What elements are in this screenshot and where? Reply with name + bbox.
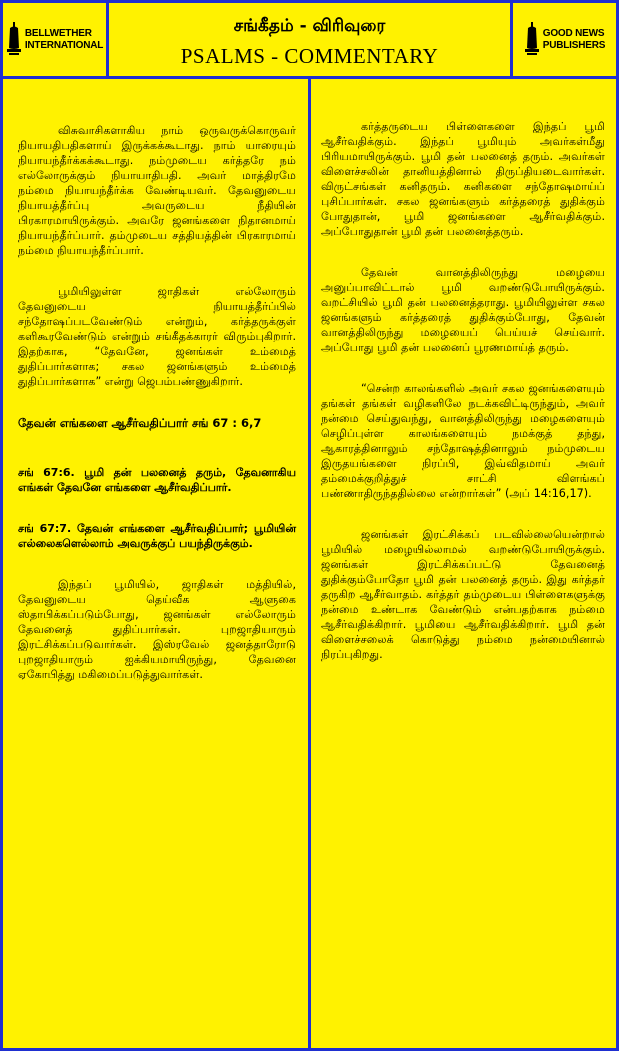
good-news-logo [513, 3, 616, 76]
section-heading: தேவன் எங்களை ஆசீர்வதிப்பார் சங் 67 : 6,7 [18, 416, 262, 430]
title-banner [109, 3, 510, 76]
right-column [311, 79, 616, 1048]
right-paragraph-1: கர்த்தருடைய பிள்ளைகளை இந்தப் பூமி ஆசீர்வதிக்கும். இந்தப் பூமியும் அவர்கள்மீது பிரியமாயிருக்கும். பூமி தன் பலனைத் தரும். அவர்கள் விளைச்சலின் தானியத்தினால் திருப்தியடைவார்கள். விருட்சங்கள் கனிதரும். கனிகளை சந்தோஷமாய்ப் புசிப்பார்கள். சகல ஜனங்களும் கர்த்தரைத் துதிக்கும் போதுதான், பூமி ஜனங்களை ஆசீர்வதிக்கும். அப்போதுதான் பூமி தன் பலனைத்தரும். [321, 120, 605, 238]
right-paragraph-4: ஜனங்கள் இரட்சிக்கப் படவில்லையென்றால் பூமியில் மழையில்லாமல் வறண்டுபோயிருக்கும். ஜனங்கள் இரட்சிக்கப்பட்டு தேவனைத் துதிக்கும்போதோ பூமி தன் பலனைத் தரும். இது கர்த்தர் தருகிற ஆசீர்வாதம். கர்த்தர் தம்முடைய பிள்ளைகளுக்கு நன்மை உண்டாக வேண்டும் என்பதற்காக நம்மை ஆசீர்வதிக்கிறார். பூமியை ஆசீர்வதிக்கிறார். பூமி தன் விளைச்சலைக் கொடுத்து நம்மை நன்மையினால் நிரப்புகிறது. [321, 528, 605, 661]
logo-left-line2: INTERNATIONAL [24, 39, 104, 51]
title-tamil: சங்கீதம் - விரிவுரை [233, 16, 386, 36]
right-paragraph-2: தேவன் வானத்திலிருந்து மழையை அனுப்பாவிட்டால் பூமி வறண்டுபோயிருக்கும். வறட்சியில் பூமி தன் பலனைத்தராது. பூமியிலுள்ள சகல ஜனங்களும் கர்த்தரைத் துதிக்கும்போது, தேவன் வானத்திலிருந்து மழையைப் பெய்யச் செய்வார். அப்போது பூமி தன் பலனைப் பூரணமாய்த் தரும். [321, 266, 605, 354]
left-paragraph-3: இந்தப் பூமியில், ஜாதிகள் மத்தியில், தேவனுடைய தெய்வீக ஆளுகை ஸ்தாபிக்கப்படும்போது, ஜனங்கள் எல்லோரும் தேவனைத் துதிப்பார்கள். புறஜாதியாரும் இரட்சிக்கப்படுவார்கள். இஸ்ரவேல் ஜனத்தாரோடு புறஜாதியாரும் ஐக்கியமாயிருந்து, தேவனை ஏகோபித்து மகிமைப்படுத்துவார்கள். [18, 578, 296, 681]
left-column [3, 79, 308, 1048]
verse-67-6: சங் 67:6. பூமி தன் பலனைத் தரும், தேவனாகிய எங்கள் தேவனே எங்களை ஆசீர்வதிப்பார். [18, 466, 296, 494]
bellwether-logo [3, 3, 106, 76]
title-english: PSALMS - COMMENTARY [180, 44, 439, 68]
logo-right-line2: PUBLISHERS [542, 39, 606, 51]
right-paragraph-3: “சென்ற காலங்களில் அவர் சகல ஜனங்களையும் தங்கள் தங்கள் வழிகளிலே நடக்கவிட்டிருந்தும், அவர் நன்மை செய்துவந்து, வானத்திலிருந்து மழைகளையும் செழிப்புள்ள காலங்களையும் நமக்குத் தந்து, ஆகாரத்தினாலும் சந்தோஷத்தினாலும் நம்முடைய இருதயங்களை நிரப்பி, இவ்விதமாய் அவர் தம்மைக்குறித்துச் சாட்சி விளங்கப் பண்ணாதிருந்ததில்லை என்றார்கள்” (அப் 14:16,17). [321, 382, 605, 500]
left-paragraph-2: பூமியிலுள்ள ஜாதிகள் எல்லோரும் தேவனுடைய நியாயத்தீர்ப்பில் சந்தோஷப்படவேண்டும் என்றும், கர்த்தருக்குள் களிகூரவேண்டும் என்றும் சங்கீதக்காரர் விரும்புகிறார். இதற்காக, “தேவனே, ஜனங்கள் உம்மைத் துதிப்பார்களாக; சகல ஜனங்களும் உம்மைத் துதிப்பார்களாக” என்று ஜெபம்பண்ணுகிறார். [18, 285, 296, 388]
verse-67-7: சங் 67:7. தேவன் எங்களை ஆசீர்வதிப்பார்; பூமியின் எல்லைகளெல்லாம் அவருக்குப் பயந்திருக்கும். [18, 522, 296, 550]
bell-icon [6, 22, 22, 58]
left-paragraph-1: விசுவாசிகளாகிய நாம் ஒருவருக்கொருவர் நியாயதிபதிகளாய் இருக்கக்கூடாது. நாம் யாரையும் நியாயந்தீர்க்கக்கூடாது. நம்முடைய கர்த்தரே நம் எல்லோருக்கும் நியாயாதிபதி. அவர் மாத்திரமே நம்மை நியாயந்தீர்க்க வேண்டியவர். தேவனுடைய நியாயத்தீர்ப்பு அவருடைய நீதியின் பிரகாரமாயிருக்கும். அவரே ஜனங்களை நிதானமாய் நியாயந்தீர்ப்பார். தம்முடைய சத்தியத்தின் பிரகாரமாய் நம்மை நியாயந்தீர்ப்பார். [18, 124, 296, 257]
logo-left-line1: BELLWETHER [24, 27, 92, 39]
logo-right-line1: GOOD NEWS [542, 27, 605, 39]
bell-icon [524, 22, 540, 58]
